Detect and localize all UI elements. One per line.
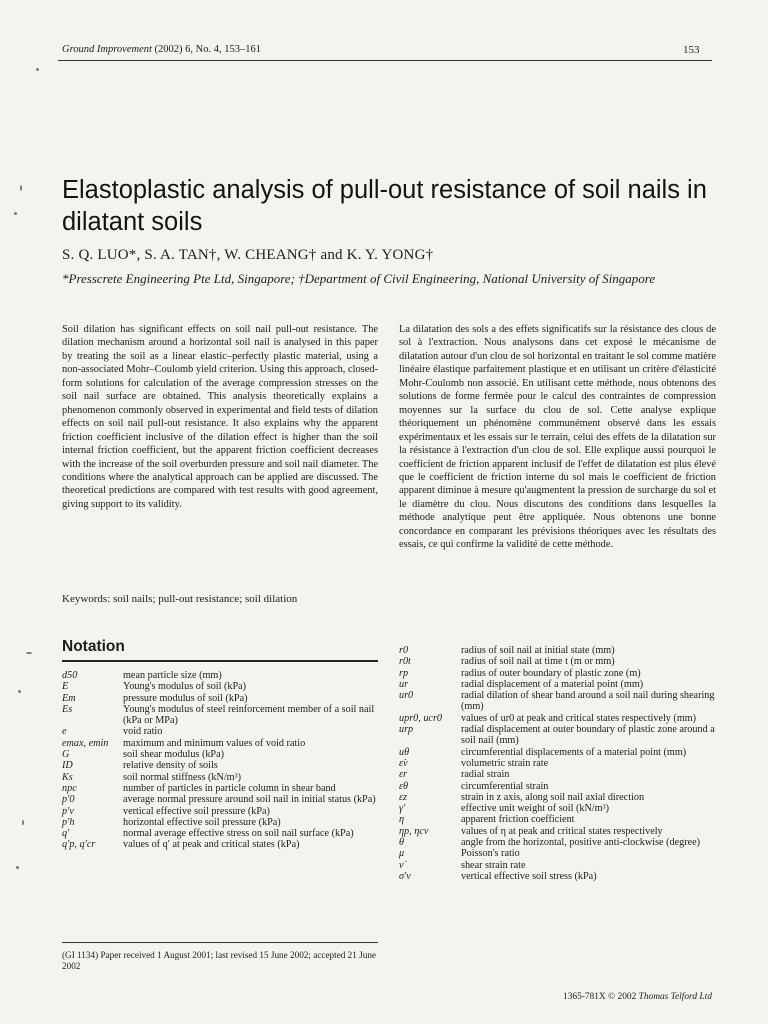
notation-definition: Young's modulus of soil (kPa) [123,681,247,693]
notation-symbol: ur [399,678,409,690]
notation-definition: average normal pressure around soil nail in initial status (kPa) [123,794,376,806]
notation-row [399,679,721,690]
notation-row [399,724,721,747]
notation-symbol: ηp, ηcv [399,825,429,837]
notation-symbol: εr [399,769,407,781]
author-list: S. Q. LUO*, S. A. TAN†, W. CHEANG† and K. Y. YONG† [62,247,434,263]
notation-symbol: μ [399,848,405,860]
publisher-name: Thomas Telford Ltd [638,992,712,1002]
notation-symbol: ID [62,760,73,772]
notation-definition: soil shear modulus (kPa) [123,749,225,761]
notation-symbol: η [399,814,405,826]
notation-definition: number of particles in particle column in shear band [123,782,336,794]
scan-speck [16,866,19,869]
notation-definition: angle from the horizontal, positive anti-clockwise (degree) [461,837,701,849]
notation-row [62,828,380,839]
notation-definition: apparent friction coefficient [461,814,575,826]
notation-row [62,839,380,850]
notation-symbol: Em [62,692,76,704]
notation-definition: values of ur0 at peak and critical states respectively (mm) [461,712,697,724]
notation-symbol: Es [62,703,73,715]
notation-definition: radial displacement of a material point (mm) [461,678,644,690]
notation-row [62,817,380,828]
author-affiliation: *Presscrete Engineering Pte Ltd, Singapore; †Department of Civil Engineering, National University of Singapore [62,271,656,286]
issn-copyright: 1365-781X © 2002 [563,992,637,1002]
notation-row [399,860,721,871]
notation-definition: pressure modulus of soil (kPa) [123,692,248,704]
notation-definition: volumetric strain rate [461,757,549,769]
notation-row [399,769,721,780]
notation-definition: radial displacement at outer boundary of plastic zone around a soil nail (mm) [461,724,715,747]
notation-definition: normal average effective stress on soil nail surface (kPa) [123,828,354,840]
notation-row [62,738,380,749]
notation-row [399,668,721,679]
notation-symbol: p′v [62,805,74,817]
notation-definition: mean particle size (mm) [123,670,222,681]
notation-definition: radial dilation of shear band around a soil nail during shearing (mm) [461,690,715,713]
scan-speck [14,212,17,215]
notation-row [62,726,380,737]
notation-definition: soil normal stiffness (kN/m³) [123,771,242,783]
page-number: 153 [683,44,700,56]
notation-row [399,848,721,859]
notation-definition: Young's modulus of steel reinforcement member of a soil nail (kPa or MPa) [123,703,375,727]
notation-symbol: ε̇v [399,757,408,769]
notation-list-left [62,670,380,851]
notation-symbol: uθ [399,746,410,758]
notation-symbol: r0 [399,645,409,656]
notation-symbol: d50 [62,670,78,681]
keywords: Keywords: soil nails; pull-out resistance; soil dilation [62,593,298,605]
footnote-divider [62,942,378,943]
notation-symbol: ν̇ [399,859,404,871]
notation-symbol: θ [399,837,405,849]
notation-symbol: E [62,681,69,693]
notation-definition: shear strain rate [461,859,526,871]
notation-symbol: εθ [399,780,409,792]
notation-row [399,713,721,724]
notation-symbol: e [62,726,67,738]
journal-name: Ground Improvement [62,44,152,55]
header-divider [58,60,712,61]
notation-definition: strain in z axis, along soil nail axial direction [461,791,645,803]
notation-symbol: upr0, ucr0 [399,712,443,724]
notation-row [399,758,721,769]
notation-definition: values of q′ at peak and critical states (kPa) [123,839,300,851]
scan-speck [20,185,22,191]
notation-heading: Notation [62,638,125,655]
notation-list-right [399,645,721,882]
notation-symbol: p′h [62,816,75,828]
scan-speck [36,68,39,71]
notation-definition: effective unit weight of soil (kN/m³) [461,803,610,815]
scan-speck [26,652,32,654]
notation-row [399,792,721,803]
notation-symbol: γ′ [399,803,406,815]
notation-row [62,704,380,727]
notation-row [62,749,380,760]
notation-row [399,814,721,825]
notation-definition: horizontal effective soil pressure (kPa) [123,816,281,828]
notation-row [62,772,380,783]
notation-symbol: σ′v [399,870,411,882]
notation-definition: radius of soil nail at initial state (mm) [461,645,615,656]
notation-row [399,781,721,792]
notation-symbol: G [62,749,70,761]
notation-definition: Poisson's ratio [461,848,520,860]
receipt-note: (GI 1134) Paper received 1 August 2001; last revised 15 June 2002; accepted 21 June 2002 [62,950,376,972]
notation-row [399,656,721,667]
journal-citation [62,44,261,55]
notation-symbol: Ks [62,771,73,783]
notation-row [399,803,721,814]
notation-definition: circumferential strain [461,780,549,792]
notation-row [62,783,380,794]
copyright-line [563,992,712,1002]
notation-row [399,747,721,758]
notation-row [399,837,721,848]
abstract-french: La dilatation des sols a des effets significatifs sur la résistance des clous de sol à l'extraction. Nous analysons dans cet exposé le mécanisme de dilatation autour d'un clou de sol horizontal en traitant le sol comme matière linéaire élastique parfaitement plastique et en utilisant un critère d'élasticité Mohr-Coulomb non associé. En utilisant cette méthode, nous obtenons des solutions de forme fermée pour le calcul des contraintes de compression moyennes sur la surface du clou de sol. Cette analyse explique théoriquement un phénomène communément observé dans les essais expérimentaux et les essais sur le terrain, celui des effets de la dilatation sur la résistance à l'extraction d'un clou de sol. Elle explique aussi pourquoi le coefficient de friction apparent inclusif de l'effet de dilatation est plus élevé que le coefficient de friction interne du sol mais le coefficient de friction apparent diminue à mesure qu'augmentent la pression de surcharge du sol et le diamètre du clou. Nous discutons des conditions dans lesquelles la méthode analytique peut être appliquée. Nous obtenons une bonne concordance en comparant les prévisions théoriques avec les résultats des essais, ce qui confirme la validité de cette méthode. [399,324,716,551]
notation-definition: maximum and minimum values of void ratio [123,737,306,749]
scan-speck [22,820,24,825]
notation-row [62,760,380,771]
notation-symbol: εz [399,791,407,803]
notation-symbol: ur0 [399,690,414,702]
notation-symbol: npc [62,782,77,794]
notation-definition: circumferential displacements of a material point (mm) [461,746,687,758]
notation-row [399,690,721,713]
notation-symbol: p′0 [62,794,75,806]
notation-row [62,806,380,817]
notation-row [62,681,380,692]
notation-definition: radius of soil nail at time t (m or mm) [461,656,615,668]
notation-definition: vertical effective soil pressure (kPa) [123,805,270,817]
notation-definition: radius of outer boundary of plastic zone (m) [461,667,641,679]
notation-row [62,670,380,681]
notation-row [399,871,721,882]
notation-definition: void ratio [123,726,163,738]
notation-definition: values of η at peak and critical states respectively [461,825,663,837]
journal-volume: (2002) 6, No. 4, 153–161 [154,44,261,55]
notation-symbol: q′ [62,828,70,840]
notation-symbol: q′p, q′cr [62,839,96,851]
notation-definition: radial strain [461,769,510,781]
notation-row [62,794,380,805]
scan-speck [18,690,21,693]
notation-definition: vertical effective soil stress (kPa) [461,870,597,882]
abstract-english: Soil dilation has significant effects on soil nail pull-out resistance. The dilation mechanism around a horizontal soil nail is analysed in this paper by treating the soil as a linear elastic–perfectly plastic material, using a non-associated Mohr–Coulomb yield criterion. Using this approach, closed-form solutions for calculation of the average compression stresses on the soil nail surface are obtained. This analysis theoretically explains a phenomenon commonly observed in experimental and field tests of dilation effects on soil nail pull-out resistance. It also explains why the apparent friction coefficient inclusive of the dilation effect is higher than the soil internal friction coefficient, but the apparent friction coefficient decreases with the increase of the soil overburden pressure and soil nail diameter. The conditions where the analytical approach can be applied are discussed. The theoretical predictions are compared with test results with good agreement, giving support to its validity. [62,324,378,510]
notation-symbol: urp [399,724,414,736]
notation-symbol: r0t [399,656,411,668]
notation-row [399,645,721,656]
notation-divider [62,660,378,662]
notation-symbol: rp [399,667,409,679]
notation-row [62,693,380,704]
notation-definition: relative density of soils [123,760,218,772]
notation-symbol: emax, emin [62,737,109,749]
paper-title: Elastoplastic analysis of pull-out resistance of soil nails in dilatant soils [62,176,707,236]
notation-row [399,826,721,837]
